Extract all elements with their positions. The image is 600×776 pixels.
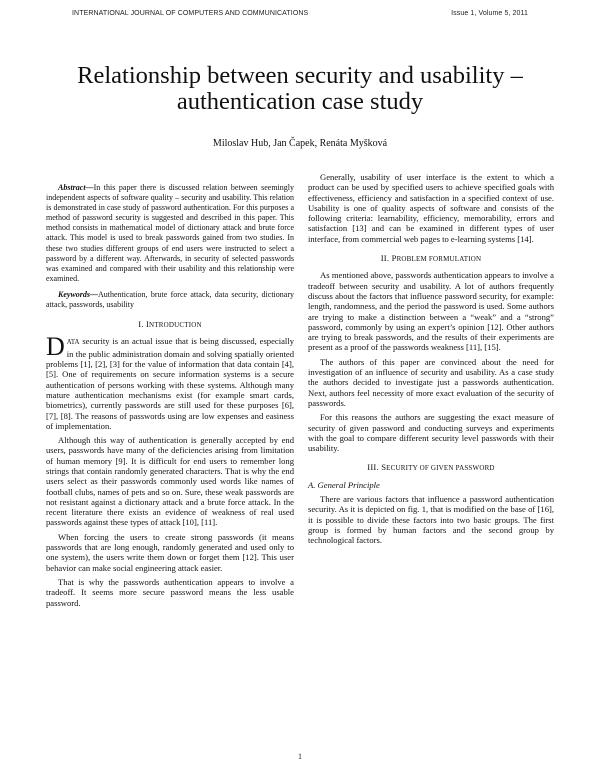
journal-name: INTERNATIONAL JOURNAL OF COMPUTERS AND COMMUNICATIONS	[72, 10, 309, 17]
keywords-label: Keywords	[58, 289, 90, 299]
abstract-text: In this paper there is discussed relation between seemingly independent aspects of software quality – security and usability. This relation is demonstrated in case study of password authentication. For this purposes a method of password security is suggested and described in this paper. This method consists in mathematical model of dictionary attack and brute force attack. This model is used to break passwords gained from two studies. In these two studies different groups of end users were instructed to select a password by a different way. Afterwards, in security of selected passwords was examined and compared with their usability and this relationship were examined.	[46, 183, 294, 283]
paper-title	[60, 63, 540, 115]
left-column	[46, 183, 294, 612]
section-initial: I	[145, 319, 150, 330]
abstract-paragraph	[46, 183, 294, 284]
subsection-heading-general-principle: A. General Principle	[308, 479, 380, 490]
section-initial: S	[381, 462, 387, 473]
keywords-paragraph	[46, 290, 294, 310]
keywords-text: Authentication, brute force attack, data security, dictionary attack, passwords, usability	[46, 289, 294, 310]
page-number: 1	[298, 752, 302, 761]
issue-info: Issue 1, Volume 5, 2011	[451, 10, 528, 17]
abstract-label: Abstract	[58, 183, 86, 192]
section-heading-security	[308, 462, 554, 473]
author-list: Miloslav Hub, Jan Čapek, Renáta Myšková	[212, 138, 388, 149]
intro-smallcaps: ATA	[66, 339, 80, 347]
section-number: II.	[380, 253, 390, 264]
section-number: III.	[367, 462, 379, 473]
title-line-2: authentication case study	[176, 88, 424, 115]
intro-paragraph-4: That is why the passwords authentication appears to involve a tradeoff. It seems more secure password means the less usable password.	[46, 576, 294, 608]
section-title-rest: NTRODUCTION	[149, 321, 202, 330]
problem-paragraph-1: As mentioned above, passwords authentication appears to involve a tradeoff between security and usability. A lot of authors frequently discuss about the factors that influence password security, for example: length, randomness, and the period the password is used. Some authors are trying to make a distinction between a “weak” and a “strong” password, commonly by using an expert’s opinion [12]. Other authors are trying to break passwords, and the results of their experiments are present as a proof of the passwords weakness [11], [15].	[308, 270, 554, 353]
usability-paragraph: Generally, usability of user interface is the extent to which a product can be used by specified users to achieve specified goals with effectiveness, efficiency and satisfaction in a specified context of use. Usability is one of quality aspects of software and consists of the following criteria: learnability, efficiency, memorability, errors and satisfaction [13] and can be examined in different types of user interface, from commercial web pages to e-learning systems [14].	[308, 172, 554, 244]
abstract	[46, 183, 294, 310]
intro-paragraph-1	[46, 332, 294, 431]
problem-paragraph-3: For this reasons the authors are suggesting the exact measure of security of given password and conducting surveys and experiments with the goal to compare different security level passwords with their usability.	[308, 412, 554, 454]
section-heading-introduction	[46, 319, 294, 330]
section-title-rest: ECURITY OF GIVEN PASSWORD	[386, 464, 495, 473]
title-line-1: Relationship between security and usability –	[77, 62, 523, 89]
section-number: I.	[138, 319, 144, 330]
abstract-dash: —	[85, 183, 94, 192]
drop-cap: D	[46, 332, 65, 362]
intro-paragraph-2: Although this way of authentication is generally accepted by end users, passwords have many of the deficiencies arising from limitation of human memory [9]. It is difficult for end users to remember long strings that contain randomly generated characters. That is why the end users select as their passwords commonly used words like names of football clubs, names of pets and so on. Sure, these weak passwords are not resistant against a dictionary attack and a brute force attack. In the recent literature there exists an evidence of weakness of real used passwords against these types of attack [10], [11].	[46, 435, 294, 528]
right-column	[308, 172, 554, 550]
keywords-dash: —	[90, 289, 98, 299]
section-initial: P	[391, 253, 397, 264]
section-title-rest: ROBLEM FORMULATION	[396, 255, 482, 264]
section-heading-problem-formulation	[308, 253, 554, 264]
problem-paragraph-2: The authors of this paper are convinced about the need for investigation of an influence of security and usability. As a case study the authors decided to investigate just a passwords authentication. Next, authors feel necessity of more exact evaluation of the security of passwords.	[308, 356, 554, 408]
intro-paragraph-3: When forcing the users to create strong passwords (it means passwords that are long enough, randomly generated and used only to one system), the users write them down or forget them [12]. This user behavior can make social engineering attack easier.	[46, 531, 294, 573]
general-principle-paragraph: There are various factors that influence a password authentication security. As it is depicted on fig. 1, that is modified on the base of [16], it is possible to divide these factors into two basic groups. The first group is formed by human factors and the second group by technological factors.	[308, 494, 554, 546]
intro-paragraph-1-text: security is an actual issue that is being discussed, especially in the public administration domain and solving spatially oriented problems [1], [2], [3] for the value of information that data contain [4], [5]. One of requirements on secure information systems is a secure authentication of persons working with these systems. Although many mature authentication mechanisms exist (for example smart cards, biometrics), currently passwords are still used for these purposes [6], [7], [8]. The reasons of passwords using are low expenses and easiness of implementation.	[46, 336, 294, 431]
